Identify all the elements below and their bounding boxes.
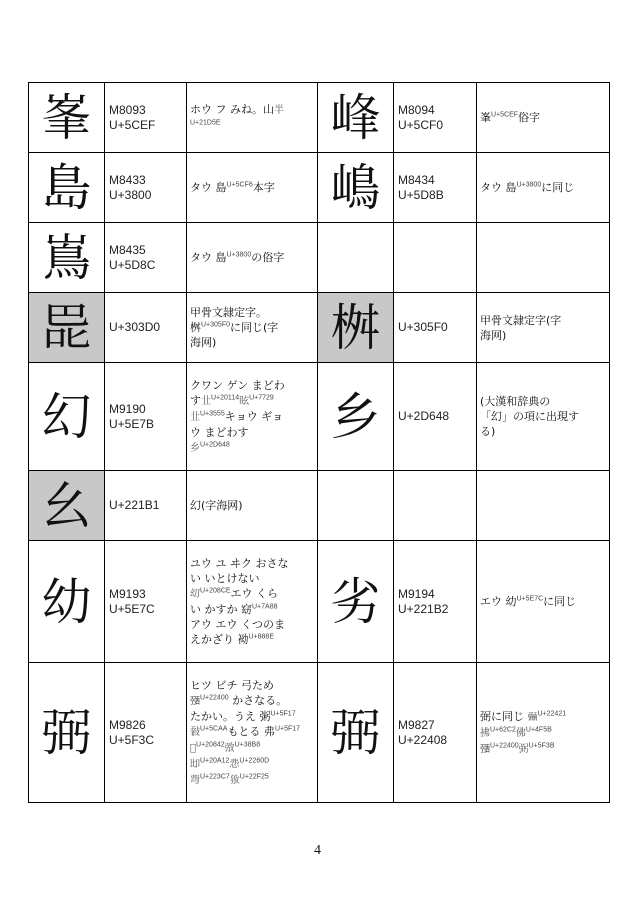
note-text: 俗字 <box>518 111 541 124</box>
note-text: い いとけない <box>190 572 260 585</box>
morohashi-number: M9194 <box>398 586 435 601</box>
note-text: の俗字 <box>251 251 285 264</box>
note-text: 桝 <box>190 321 201 334</box>
morohashi-number: M8434 <box>398 172 435 187</box>
note-line <box>480 424 606 439</box>
note-text: る) <box>480 425 496 438</box>
note-text: エウ 幼 <box>480 595 517 608</box>
code-cell <box>394 153 477 223</box>
reading-note <box>477 541 610 663</box>
note-line <box>190 693 314 709</box>
variant-glyph: 㓜 <box>190 589 200 600</box>
code-cell <box>394 83 477 153</box>
code-cell <box>105 541 187 663</box>
variant-glyph: 乡 <box>190 442 200 454</box>
note-text: たかい。うえ 粥 <box>190 709 271 723</box>
note-line <box>480 180 606 195</box>
code-cell <box>394 541 477 663</box>
note-text: ホウ フ みね。山 <box>190 103 274 116</box>
note-line <box>190 409 314 425</box>
variant-codepoint: U+2260D <box>239 756 270 764</box>
kanji-glyph: 幺 <box>29 471 105 541</box>
variant-codepoint: U+5CAA <box>200 724 228 732</box>
variant-codepoint: U+22400 <box>200 693 229 701</box>
note-line <box>190 772 314 788</box>
variant-codepoint: U+4F5B <box>525 725 552 733</box>
reading-note <box>477 471 610 541</box>
unicode-codepoint: U+22408 <box>398 732 448 747</box>
note-text: アウ エウ くつのま <box>190 618 285 631</box>
variant-codepoint: U+5F17 <box>274 724 301 732</box>
note-line <box>190 571 314 586</box>
reading-note <box>187 293 318 363</box>
variant-codepoint: U+20842 <box>196 740 225 748</box>
variant-codepoint: U+38B8 <box>234 740 261 748</box>
table-row <box>29 541 610 663</box>
note-text: に同じ <box>543 595 577 608</box>
variant-glyph: 弼 <box>518 743 529 755</box>
variant-glyph: 㐀 <box>201 395 211 407</box>
note-line <box>480 394 606 409</box>
code-cell <box>394 471 477 541</box>
note-text: タウ 島 <box>480 181 517 194</box>
unicode-codepoint: U+5CEF <box>109 117 156 132</box>
variant-glyph: 𠨒 <box>190 758 200 770</box>
note-text: 幻(字海网) <box>190 499 243 512</box>
note-line <box>190 724 314 740</box>
note-text: クワン ゲン まどわ <box>190 378 285 392</box>
reading-note <box>477 663 610 803</box>
reading-note <box>187 223 318 293</box>
unicode-codepoint: U+5D8C <box>109 257 156 272</box>
note-line <box>190 250 314 265</box>
unicode-codepoint: U+5E7B <box>109 416 155 431</box>
table-row <box>29 223 610 293</box>
note-text: 海网) <box>480 328 507 342</box>
note-line <box>190 498 314 513</box>
code-cell <box>394 663 477 803</box>
variant-codepoint: U+5CEF <box>491 111 519 119</box>
note-text: す <box>190 393 201 407</box>
variant-glyph: 拂 <box>480 727 490 739</box>
note-text: キョウ ギョ <box>224 409 284 423</box>
variant-codepoint: U+20A12 <box>200 756 230 764</box>
code-cell <box>105 293 187 363</box>
note-line <box>480 110 606 125</box>
note-line <box>190 556 314 571</box>
unicode-codepoint: U+303D0 <box>109 320 161 334</box>
note-line <box>480 594 606 609</box>
code-cell <box>105 153 187 223</box>
kanji-glyph: 島 <box>29 153 105 223</box>
variant-codepoint: U+3800 <box>226 251 252 259</box>
note-text: もとる 弗 <box>227 724 275 738</box>
table-row <box>29 363 610 471</box>
variant-glyph: 眩 <box>239 395 250 407</box>
kanji-glyph: 峯 <box>29 83 105 153</box>
kanji-glyph: 乡 <box>318 363 394 471</box>
note-line <box>190 632 314 647</box>
kanji-glyph: 劣 <box>318 541 394 663</box>
note-line <box>190 335 314 350</box>
note-line <box>190 756 314 772</box>
note-text: タウ 島 <box>190 251 227 264</box>
table-row <box>29 663 610 803</box>
variant-glyph: 𢼥 <box>229 774 240 786</box>
table-row <box>29 293 610 363</box>
code-cell <box>394 363 477 471</box>
variant-glyph: 𢐀 <box>190 695 200 707</box>
note-line <box>480 709 606 725</box>
variant-glyph: 㢸 <box>224 742 235 754</box>
variant-codepoint: U+3800 <box>516 181 542 189</box>
note-text: 弼に同じ <box>480 709 528 723</box>
unicode-codepoint: U+305F0 <box>398 320 448 334</box>
note-text: ユウ ユ ヰク おさな <box>190 557 289 570</box>
variant-codepoint: U+22400 <box>490 741 519 749</box>
reading-note <box>477 223 610 293</box>
code-cell <box>105 83 187 153</box>
note-text: タウ 島 <box>190 181 227 194</box>
kanji-glyph: 幻 <box>29 363 105 471</box>
note-line <box>190 617 314 632</box>
unicode-codepoint: U+5E7C <box>109 601 155 616</box>
variant-codepoint: U+888E <box>248 633 274 641</box>
character-table <box>28 82 610 803</box>
unicode-codepoint: U+3800 <box>109 187 152 202</box>
variant-codepoint: U+5CF6 <box>226 181 253 189</box>
kanji-glyph: 弼 <box>318 663 394 803</box>
unicode-codepoint: U+5F3C <box>109 732 155 747</box>
variant-codepoint: U+62C2 <box>490 725 516 733</box>
code-cell <box>394 223 477 293</box>
note-line <box>480 409 606 424</box>
kanji-glyph <box>318 223 394 293</box>
reading-note <box>187 541 318 663</box>
kanji-glyph <box>318 471 394 541</box>
note-text: に同じ(字 <box>230 321 279 334</box>
note-line <box>190 678 314 693</box>
variant-codepoint: U+7A88 <box>252 603 278 611</box>
note-line <box>190 586 314 602</box>
code-cell <box>105 663 187 803</box>
variant-glyph: 𢐡 <box>527 711 538 723</box>
code-cell <box>105 223 187 293</box>
morohashi-number: M9193 <box>109 586 146 601</box>
note-line <box>190 425 314 440</box>
table-row <box>29 471 610 541</box>
variant-codepoint: U+208CE <box>200 587 231 595</box>
code-cell <box>105 471 187 541</box>
variant-codepoint: U+305F0 <box>201 321 230 329</box>
reading-note <box>477 293 610 363</box>
kanji-glyph: 巼 <box>29 293 105 363</box>
reading-note <box>187 153 318 223</box>
note-line <box>480 313 606 328</box>
reading-note <box>477 153 610 223</box>
note-text: 「幻」の項に出現す <box>480 410 579 423</box>
unicode-codepoint: U+5D8B <box>398 187 444 202</box>
reading-note <box>477 363 610 471</box>
variant-codepoint: U+22421 <box>537 709 567 717</box>
variant-codepoint: U+5E7C <box>516 595 544 603</box>
note-text: ウ まどわす <box>190 425 249 439</box>
note-text: 海网) <box>190 336 217 349</box>
unicode-codepoint: U+221B2 <box>398 601 449 616</box>
note-line <box>190 378 314 393</box>
variant-codepoint: U+22F25 <box>239 772 269 780</box>
variant-codepoint: U+21D5E <box>190 119 221 127</box>
unicode-codepoint: U+221B1 <box>109 498 160 512</box>
kanji-glyph: 嶌 <box>29 223 105 293</box>
page-number: 4 <box>314 843 321 858</box>
note-line <box>480 328 606 343</box>
morohashi-number: M9827 <box>398 717 435 732</box>
variant-glyph: 㪪 <box>190 726 200 738</box>
morohashi-number: M8094 <box>398 102 435 117</box>
reading-note <box>187 363 318 471</box>
reading-note <box>187 471 318 541</box>
note-text: い かすか 窈 <box>190 603 252 616</box>
variant-glyph: 𠡂 <box>190 742 197 754</box>
note-line <box>190 602 314 617</box>
unicode-codepoint: U+5CF0 <box>398 117 444 132</box>
note-line <box>190 320 314 335</box>
variant-codepoint: U+20114 <box>211 393 240 401</box>
reading-note <box>187 83 318 153</box>
variant-codepoint: U+5F3B <box>528 741 555 749</box>
kanji-glyph: 嶋 <box>318 153 394 223</box>
morohashi-number: M9190 <box>109 401 146 416</box>
kanji-glyph: 峰 <box>318 83 394 153</box>
reading-note <box>187 663 318 803</box>
kanji-glyph: 桝 <box>318 293 394 363</box>
variant-glyph: 㐀 <box>190 411 200 423</box>
note-text: 本字 <box>252 181 275 194</box>
note-line <box>190 305 314 320</box>
variant-codepoint: U+223C7 <box>200 772 230 780</box>
variant-glyph: 半 <box>274 105 284 116</box>
unicode-codepoint: U+2D648 <box>398 409 450 423</box>
variant-codepoint: U+3555 <box>200 409 225 417</box>
kanji-glyph: 弼 <box>29 663 105 803</box>
table-row <box>29 153 610 223</box>
morohashi-number: M8433 <box>109 172 146 187</box>
note-text: 甲骨文隷定字(字 <box>480 313 562 327</box>
note-text: 峯 <box>480 111 491 124</box>
note-line <box>190 180 314 195</box>
variant-glyph: 𢐀 <box>480 743 490 755</box>
note-line <box>190 393 314 409</box>
note-line <box>190 102 314 133</box>
note-line <box>190 709 314 724</box>
table-row <box>29 83 610 153</box>
variant-codepoint: U+7729 <box>249 393 274 401</box>
variant-glyph: 𢘍 <box>229 758 240 770</box>
variant-codepoint: U+2D648 <box>200 440 230 448</box>
note-text: かさなる。 <box>228 693 288 707</box>
note-text: えかざり 袎 <box>190 633 249 646</box>
variant-glyph: 佛 <box>515 727 526 739</box>
morohashi-number: M9826 <box>109 717 146 732</box>
note-text: (大漢和辞典の <box>480 395 551 408</box>
morohashi-number: M8093 <box>109 102 146 117</box>
note-line <box>190 740 314 756</box>
note-text: エウ くら <box>230 587 279 600</box>
code-cell <box>394 293 477 363</box>
kanji-glyph: 幼 <box>29 541 105 663</box>
reading-note <box>477 83 610 153</box>
variant-codepoint: U+5F17 <box>270 709 296 717</box>
note-line <box>480 741 606 757</box>
code-cell <box>105 363 187 471</box>
variant-glyph: 𢏇 <box>190 774 200 786</box>
note-line <box>480 725 606 741</box>
morohashi-number: M8435 <box>109 242 146 257</box>
note-text: 甲骨文隷定字。 <box>190 306 267 319</box>
note-text: ヒツ ビチ 弓ため <box>190 678 274 692</box>
note-text: に同じ <box>541 181 575 194</box>
note-line <box>190 440 314 456</box>
